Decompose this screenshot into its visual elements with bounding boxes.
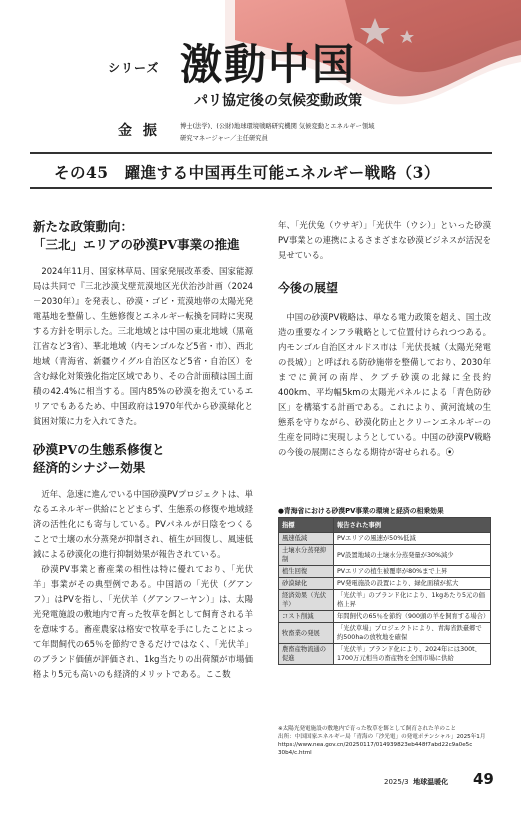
- section-heading: 経済的シナジー効果: [33, 460, 146, 475]
- table-cell: PVエリアの植生被覆率が80%まで上昇: [334, 566, 491, 578]
- paragraph: 年、「光伏兔（ウサギ）」「光伏牛（ウシ）」といった砂漠PV事業との連携によるさまざまな砂漠ビジネスが活況を見せている。: [278, 220, 491, 260]
- table-source: 出所：中国国家エネルギー局「青海の「沙光電」の発電ポテンシャル」2025年1月: [278, 734, 486, 740]
- table-cell: コスト削減: [279, 611, 334, 623]
- magazine-name: 地球温暖化: [413, 778, 449, 786]
- table-row: [279, 566, 491, 578]
- table-row: [279, 533, 491, 545]
- table-row: [279, 590, 491, 611]
- author-affiliation: 博士(法学)、(公財)地球環境戦略研究機関 気候変動とエネルギー領域: [180, 123, 375, 130]
- table-header: 報告された事例: [334, 518, 491, 533]
- table-cell: 風速低減: [279, 533, 334, 545]
- table-note: ※太陽光発電施設の敷地内で育った牧草を餌として飼育された羊のこと: [278, 726, 457, 732]
- title-rule-top: [30, 152, 492, 154]
- table-source-url: 30b4/c.html: [278, 750, 312, 756]
- page-number: 49: [473, 770, 494, 788]
- table-cell: 年間飼代の65％を節約（900頭の羊を飼育する場合）: [334, 611, 491, 623]
- series-label: シリーズ: [108, 61, 160, 75]
- right-column: [278, 218, 491, 460]
- author-role: 研究マネージャー／主任研究員: [180, 135, 268, 142]
- series-subtitle: パリ協定後の気候変動政策: [194, 93, 362, 109]
- table-cell: 植生回復: [279, 566, 334, 578]
- table-row: [279, 623, 491, 644]
- table-cell: PV発電施設の設置により、緑化面積が拡大: [334, 578, 491, 590]
- table-cell: 砂漠緑化: [279, 578, 334, 590]
- article-title: その45 躍進する中国再生可能エネルギー戦略（3）: [54, 163, 440, 182]
- left-column: [33, 218, 253, 682]
- table-cell: 農畜産物流通の促進: [279, 644, 334, 665]
- section-heading: 「三北」エリアの砂漠PV事業の推進: [33, 237, 240, 252]
- table-cell: 「光伏羊」ブランド化により、2024年には300t、1700万元相当の畜産物を全国市場に供給: [334, 644, 491, 665]
- paragraph-text: 中国の砂漠PV戦略は、単なる電力政策を超え、国土改造の重要なインフラ戦略として位置付けられつつある。内モンゴル自治区オルドス市は「光伏長城（太陽光発電の長城）」と呼ばれる防砂施帯を整備しており、2030年までに黄河の南岸、クブチ砂漠の北縁に全長約400km、平均幅5kmの太陽光パネルによる「青色防砂区」を構築する計画である。これにより、黄河流域の生態系を守りながら、砂漠化防止とクリーンエネルギーの生産を同時に実現しようとしている。中国の砂漠PV戦略の今後の展開にさらなる期待が寄せられる。: [278, 312, 491, 457]
- table-row: [279, 611, 491, 623]
- series-title: 激動中国: [180, 40, 357, 89]
- table-cell: 経済効果（光伏羊）: [279, 590, 334, 611]
- footer-info: [384, 777, 448, 787]
- title-rule-bottom: [30, 187, 492, 189]
- table-row: [279, 545, 491, 566]
- table-cell: 「光伏草場」プロジェクトにより、青海省鉄臺郷で約500haの放牧地を確保: [334, 623, 491, 644]
- section-heading: 砂漠PVの生態系修復と: [33, 442, 165, 457]
- paragraph: [278, 310, 491, 460]
- table-cell: 土壌水分蒸発抑制: [279, 545, 334, 566]
- table-row: [279, 644, 491, 665]
- table-caption: ●青海省における砂漠PV事業の環境と経済の相乗効果: [278, 507, 444, 515]
- table-header-row: [279, 518, 491, 533]
- table-cell: PV設置地域の土壌水分蒸発量が30%減少: [334, 545, 491, 566]
- table-row: [279, 578, 491, 590]
- author-name: 金 振: [118, 123, 160, 139]
- section-heading: 今後の展望: [278, 281, 339, 295]
- table-header: 指標: [279, 518, 334, 533]
- table-notes: [278, 725, 491, 757]
- table-cell: PVエリアの風速が50%低減: [334, 533, 491, 545]
- paragraph: 砂漠PV事業と畜産業の相性は特に優れており、「光伏羊」事業がその典型例である。中国語の「光伏（グアンフ）」はPVを指し、「光伏羊（グアンフーヤン）」は、太陽光発電施設の敷地内で育った牧草を餌として飼育される羊を意味する。畜産農家は格安で牧草を手にしたことによって年間飼代の65％を節約できるだけではなく、「光伏羊」のブランド価値が評価され、1kg当たりの出荷額が市場価格より5元も高いのも経済的メリットである。ここ数: [33, 564, 253, 679]
- paragraph: 2024年11月、国家林草局、国家発展改革委、国家能源局は共同で『三北沙漠戈壁荒漠地区光伏治沙計画（2024－2030年）』を発表し、砂漠・ゴビ・荒漠地帯の太陽光発電基地を整備し、生態修復とエネルギー転換を同時に実現する方針を明示した。三北地域とは中国の東北地域（黒竜江省など3省）、華北地域（内モンゴルなど5省・市）、西北地域（青海省、新疆ウイグル自治区など5省・自治区）を含む緑化対策強化指定区域であり、その合計面積は国土面積の42.4%に相当する。国内85%の砂漠を抱えているエリアでもあるため、中国政府は1970年代から砂漠緑化と貧困対策に力を入れてきた。: [33, 266, 254, 426]
- table-source-url: https://www.nea.gov.cn/20250117/014939823eb448f7abd22c9a0e5c: [278, 742, 473, 748]
- table-cell: 「光伏羊」のブランド化により、1kgあたり5元の価格上昇: [334, 590, 491, 611]
- issue-date: 2025/3: [384, 778, 409, 786]
- end-mark-icon: ⦿: [445, 447, 454, 457]
- effects-table: [278, 517, 491, 665]
- paragraph: 近年、急速に進んでいる中国砂漠PVプロジェクトは、単なるエネルギー供給にとどまらず、生態系の修復や地域経済の活性化にも寄与している。PVパネルが日陰をつくることで土壌の水分蒸発が抑制され、植生が回復し、風速低減による砂漠化の進行抑制効果が報告されている。: [33, 489, 254, 559]
- table-cell: 牧畜業の発展: [279, 623, 334, 644]
- section-heading: 新たな政策動向：: [33, 219, 134, 234]
